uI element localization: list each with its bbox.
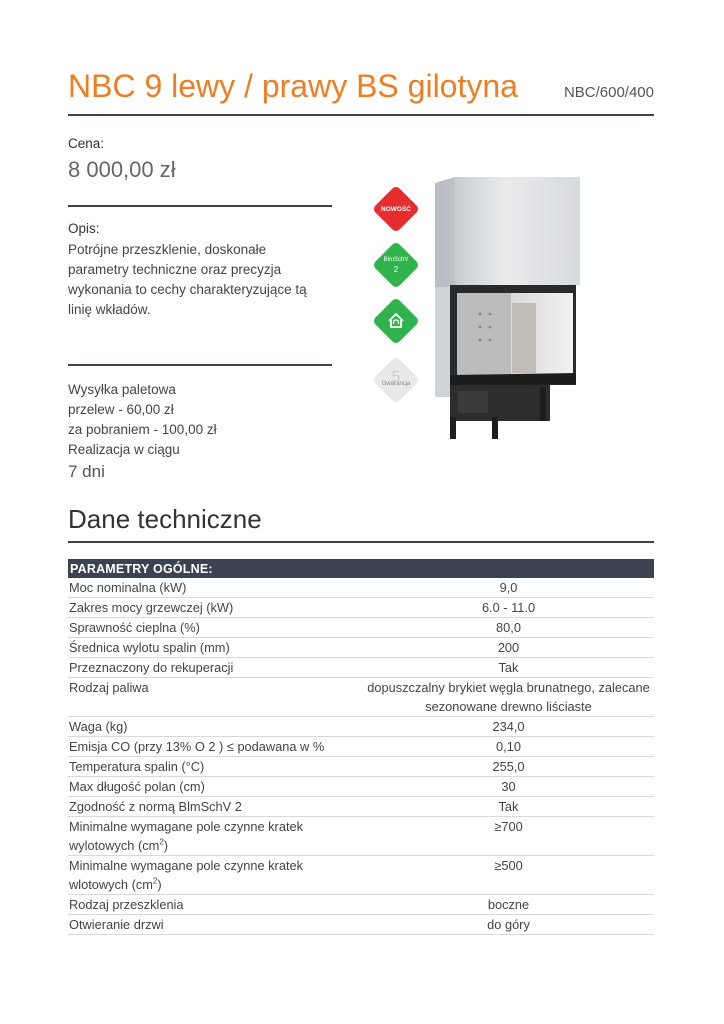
spec-name: Średnica wylotu spalin (mm) — [68, 638, 363, 658]
spec-name: Waga (kg) — [68, 717, 363, 737]
spec-value: ≥700 — [363, 817, 654, 856]
spec-name: Przeznaczony do rekuperacji — [68, 658, 363, 678]
spec-value: ≥500 — [363, 856, 654, 895]
spec-name: Sprawność cieplna (%) — [68, 618, 363, 638]
table-row — [68, 895, 654, 915]
shipping-transfer: przelew - 60,00 zł — [68, 402, 174, 417]
product-code: NBC/600/400 — [563, 84, 654, 101]
warranty-badge: 5 Gwarancja — [372, 356, 420, 404]
shipping-info — [68, 380, 330, 460]
spec-value: Tak — [363, 658, 654, 678]
table-row — [68, 598, 654, 618]
realization-value: 7 dni — [68, 462, 105, 481]
blmschv-badge: BlmSchV 2 — [372, 241, 420, 289]
table-row — [68, 578, 654, 598]
price-divider — [68, 205, 332, 207]
shipping-title: Wysyłka paletowa — [68, 382, 176, 397]
spec-value: 234,0 — [363, 717, 654, 737]
spec-name: Temperatura spalin (°C) — [68, 757, 363, 777]
product-image — [430, 177, 580, 442]
spec-value: boczne — [363, 895, 654, 915]
spec-value: 0,10 — [363, 737, 654, 757]
section-divider — [68, 541, 654, 543]
spec-value: dopuszczalny brykiet węgla brunatnego, zalecane sezonowane drewno liściaste — [363, 678, 654, 717]
table-row — [68, 658, 654, 678]
title-divider — [68, 114, 654, 116]
spec-name: Minimalne wymagane pole czynne kratek wylotowych $(cm^2)$ — [68, 817, 363, 856]
new-badge: NOWOŚĆ — [372, 185, 420, 233]
product-title: NBC 9 lewy / prawy BS gilotyna — [68, 68, 518, 104]
spec-value: 255,0 — [363, 757, 654, 777]
table-row — [68, 717, 654, 737]
spec-value: Tak — [363, 797, 654, 817]
spec-value: 80,0 — [363, 618, 654, 638]
spec-name: Rodzaj paliwa — [68, 678, 363, 717]
description-label: Opis: — [68, 221, 100, 236]
table-row — [68, 757, 654, 777]
table-row — [68, 817, 654, 856]
spec-table — [68, 559, 654, 935]
recycle-house-icon — [385, 310, 407, 332]
realization-label: Realizacja w ciągu — [68, 442, 180, 457]
table-row — [68, 856, 654, 895]
table-row — [68, 638, 654, 658]
table-row — [68, 737, 654, 757]
table-row — [68, 618, 654, 638]
spec-name: Zgodność z normą BlmSchV 2 — [68, 797, 363, 817]
table-row — [68, 915, 654, 935]
price-value: 8 000,00 zł — [68, 157, 176, 182]
description-divider — [68, 364, 332, 366]
spec-name: Minimalne wymagane pole czynne kratek wlotowych $(cm^2)$ — [68, 856, 363, 895]
shipping-cod: za pobraniem - 100,00 zł — [68, 422, 217, 437]
spec-group-header: PARAMETRY OGÓLNE: — [68, 559, 654, 578]
spec-group-header-row — [68, 559, 654, 578]
spec-name: Rodzaj przeszklenia — [68, 895, 363, 915]
spec-value: do góry — [363, 915, 654, 935]
table-row — [68, 777, 654, 797]
spec-name: Emisja CO (przy 13% O 2 ) ≤ podawana w % — [68, 737, 363, 757]
table-row — [68, 678, 654, 717]
spec-name: Zakres mocy grzewczej (kW) — [68, 598, 363, 618]
section-title: Dane techniczne — [68, 504, 262, 534]
spec-value: 6.0 - 11.0 — [363, 598, 654, 618]
spec-name: Moc nominalna (kW) — [68, 578, 363, 598]
spec-value: 30 — [363, 777, 654, 797]
price-label: Cena: — [68, 136, 105, 151]
table-row — [68, 797, 654, 817]
spec-name: Otwieranie drzwi — [68, 915, 363, 935]
spec-value: 200 — [363, 638, 654, 658]
recycle-badge — [372, 297, 420, 345]
spec-value: 9,0 — [363, 578, 654, 598]
spec-name: Max długość polan (cm) — [68, 777, 363, 797]
description-text: Potrójne przeszklenie, doskonałe parametry techniczne oraz precyzja wykonania to cechy charakteryzujące tą linię wkładów. — [68, 242, 307, 317]
